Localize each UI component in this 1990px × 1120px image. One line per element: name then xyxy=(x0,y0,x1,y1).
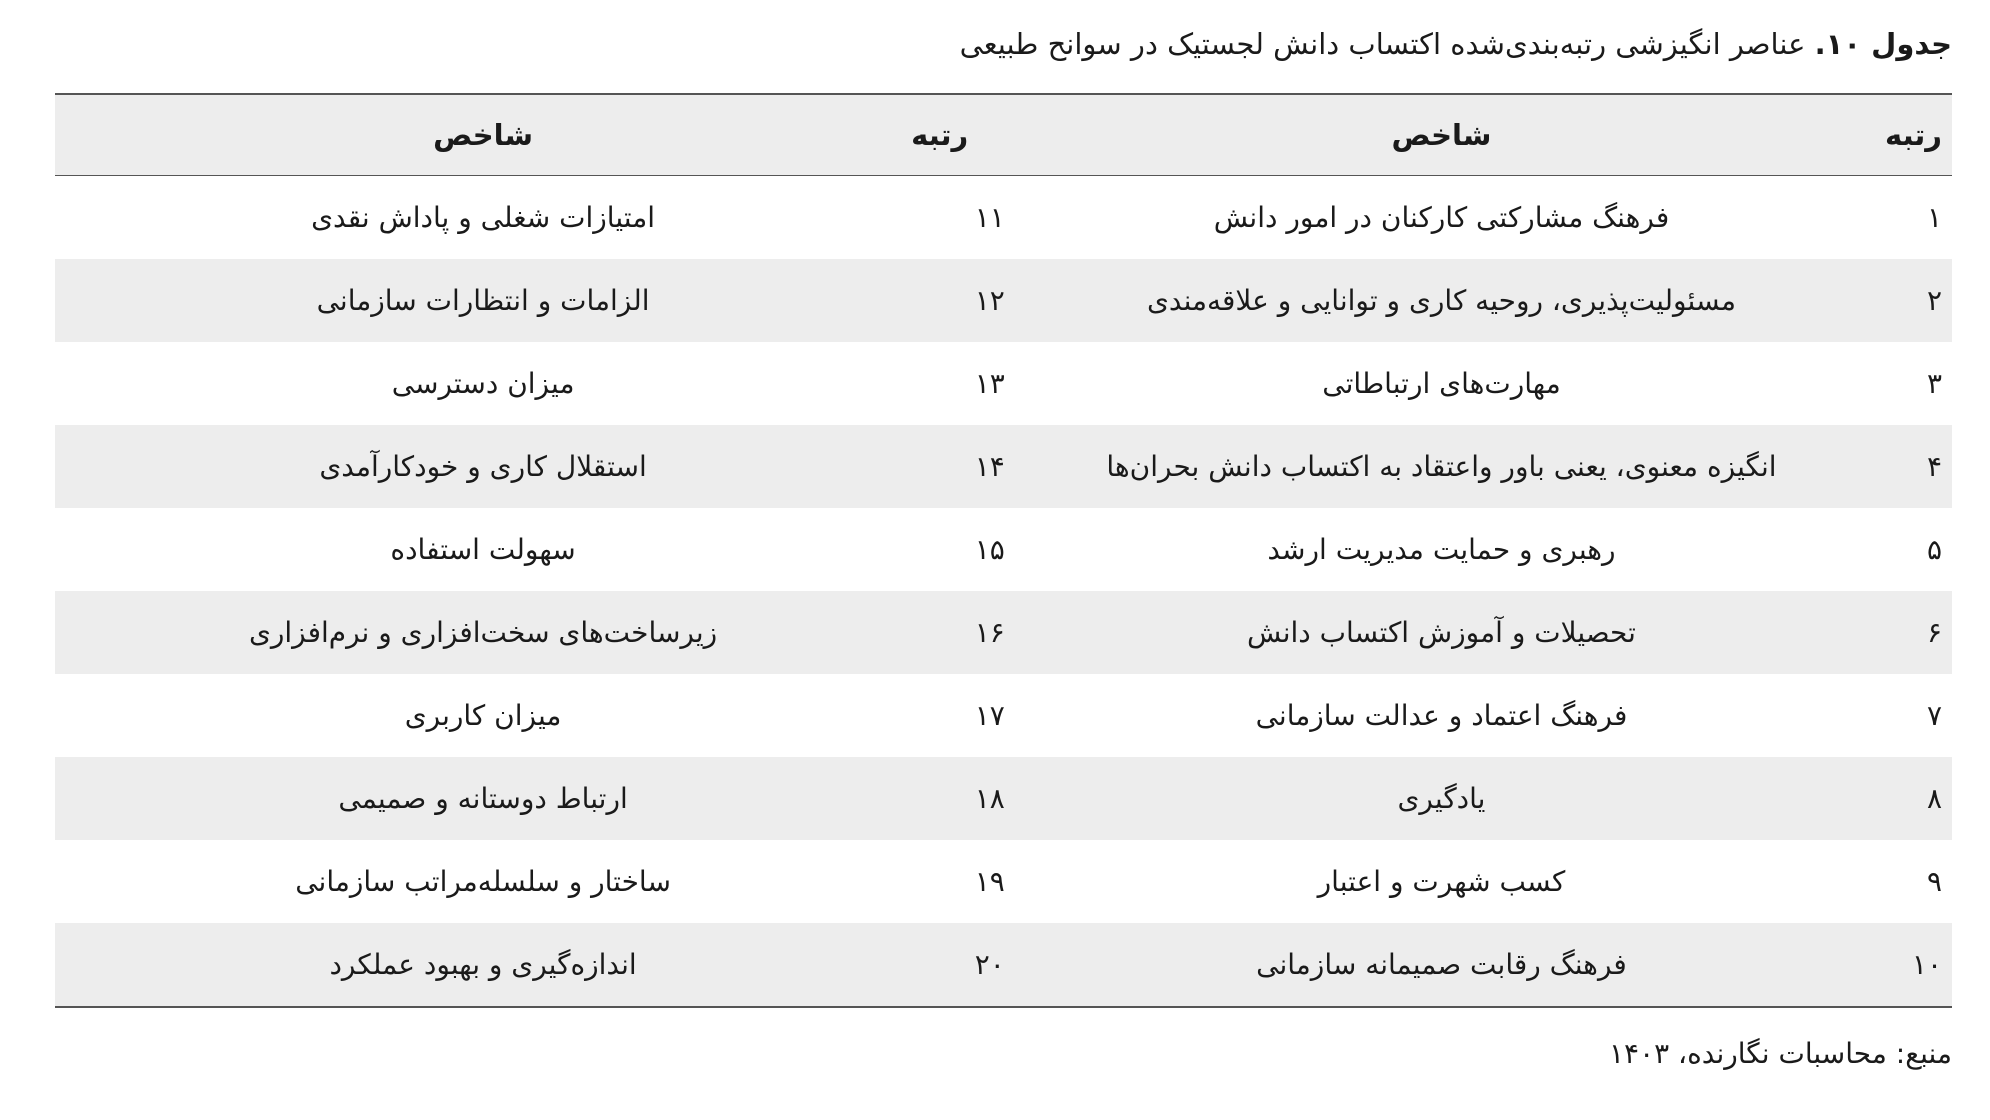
table-row xyxy=(55,176,1952,260)
rank-cell: ۱ xyxy=(1926,201,1942,234)
header-indicator-1: شاخص xyxy=(1068,94,1814,176)
indicator-cell: رهبری و حمایت مدیریت ارشد xyxy=(1267,533,1616,566)
table-caption xyxy=(52,22,1952,66)
rank-cell: ۲ xyxy=(1815,259,1953,342)
table-row xyxy=(55,757,1952,840)
rank-cell: ۱۷ xyxy=(974,699,1005,732)
table-body xyxy=(55,176,1952,1008)
rank-cell: ۵ xyxy=(1926,533,1942,566)
indicator-cell: مهارت‌های ارتباطاتی xyxy=(1322,367,1561,400)
indicator-cell: تحصیلات و آموزش اکتساب دانش xyxy=(1068,591,1814,674)
indicator-cell: امتیازات شغلی و پاداش نقدی xyxy=(311,201,656,234)
rank-cell: ۱۵ xyxy=(974,533,1005,566)
indicator-cell: ساختار و سلسله‌مراتب سازمانی xyxy=(295,865,671,898)
rank-cell: ۹ xyxy=(1926,865,1942,898)
indicator-cell: فرهنگ مشارکتی کارکنان در امور دانش xyxy=(1213,201,1670,234)
table-row xyxy=(55,674,1952,757)
rank-cell: ۶ xyxy=(1815,591,1953,674)
rank-cell: ۱۶ xyxy=(911,591,1068,674)
header-rank-2: رتبه xyxy=(911,94,1068,176)
table-source-note: منبع: محاسبات نگارنده، ۱۴۰۳ xyxy=(1609,1037,1952,1070)
header-indicator-2: شاخص xyxy=(55,94,911,176)
indicator-cell: فرهنگ اعتماد و عدالت سازمانی xyxy=(1255,699,1628,732)
table-row xyxy=(55,342,1952,425)
rank-cell: ۱۹ xyxy=(974,865,1005,898)
rank-cell: ۷ xyxy=(1926,699,1942,732)
table-row xyxy=(55,259,1952,342)
rank-cell: ۱۴ xyxy=(911,425,1068,508)
indicator-cell: استقلال کاری و خودکارآمدی xyxy=(55,425,911,508)
ranking-table xyxy=(55,93,1952,1008)
indicator-cell: زیرساخت‌های سخت‌افزاری و نرم‌افزاری xyxy=(55,591,911,674)
table-row xyxy=(55,923,1952,1007)
table-row xyxy=(55,591,1952,674)
header-row xyxy=(55,94,1952,176)
indicator-cell: الزامات و انتظارات سازمانی xyxy=(55,259,911,342)
rank-cell: ۳ xyxy=(1926,367,1942,400)
rank-cell: ۴ xyxy=(1815,425,1953,508)
rank-cell: ۸ xyxy=(1815,757,1953,840)
indicator-cell: فرهنگ رقابت صمیمانه سازمانی xyxy=(1068,923,1814,1007)
table-row xyxy=(55,840,1952,923)
indicator-cell: میزان دسترسی xyxy=(391,367,575,400)
rank-cell: ۱۰ xyxy=(1815,923,1953,1007)
indicator-cell: اندازه‌گیری و بهبود عملکرد xyxy=(55,923,911,1007)
indicator-cell: میزان کاربری xyxy=(404,699,562,732)
header-rank-1: رتبه xyxy=(1815,94,1953,176)
indicator-cell: کسب شهرت و اعتبار xyxy=(1317,865,1566,898)
indicator-cell: سهولت استفاده xyxy=(390,533,576,566)
rank-cell: ۱۲ xyxy=(911,259,1068,342)
table-row xyxy=(55,508,1952,591)
rank-cell: ۱۱ xyxy=(974,201,1005,234)
rank-cell: ۱۳ xyxy=(974,367,1005,400)
rank-cell: ۱۸ xyxy=(911,757,1068,840)
indicator-cell: انگیزه معنوی، یعنی باور واعتقاد به اکتساب دانش بحران‌ها xyxy=(1068,425,1814,508)
indicator-cell: یادگیری xyxy=(1068,757,1814,840)
indicator-cell: ارتباط دوستانه و صمیمی xyxy=(55,757,911,840)
indicator-cell: مسئولیت‌پذیری، روحیه کاری و توانایی و علاقه‌مندی xyxy=(1068,259,1814,342)
table-row xyxy=(55,425,1952,508)
rank-cell: ۲۰ xyxy=(911,923,1068,1007)
caption-text: عناصر انگیزشی رتبه‌بندی‌شده اکتساب دانش لجستیک در سوانح طبیعی xyxy=(959,27,1806,61)
caption-label: جدول ۱۰. xyxy=(1814,27,1952,61)
table-header xyxy=(55,94,1952,176)
